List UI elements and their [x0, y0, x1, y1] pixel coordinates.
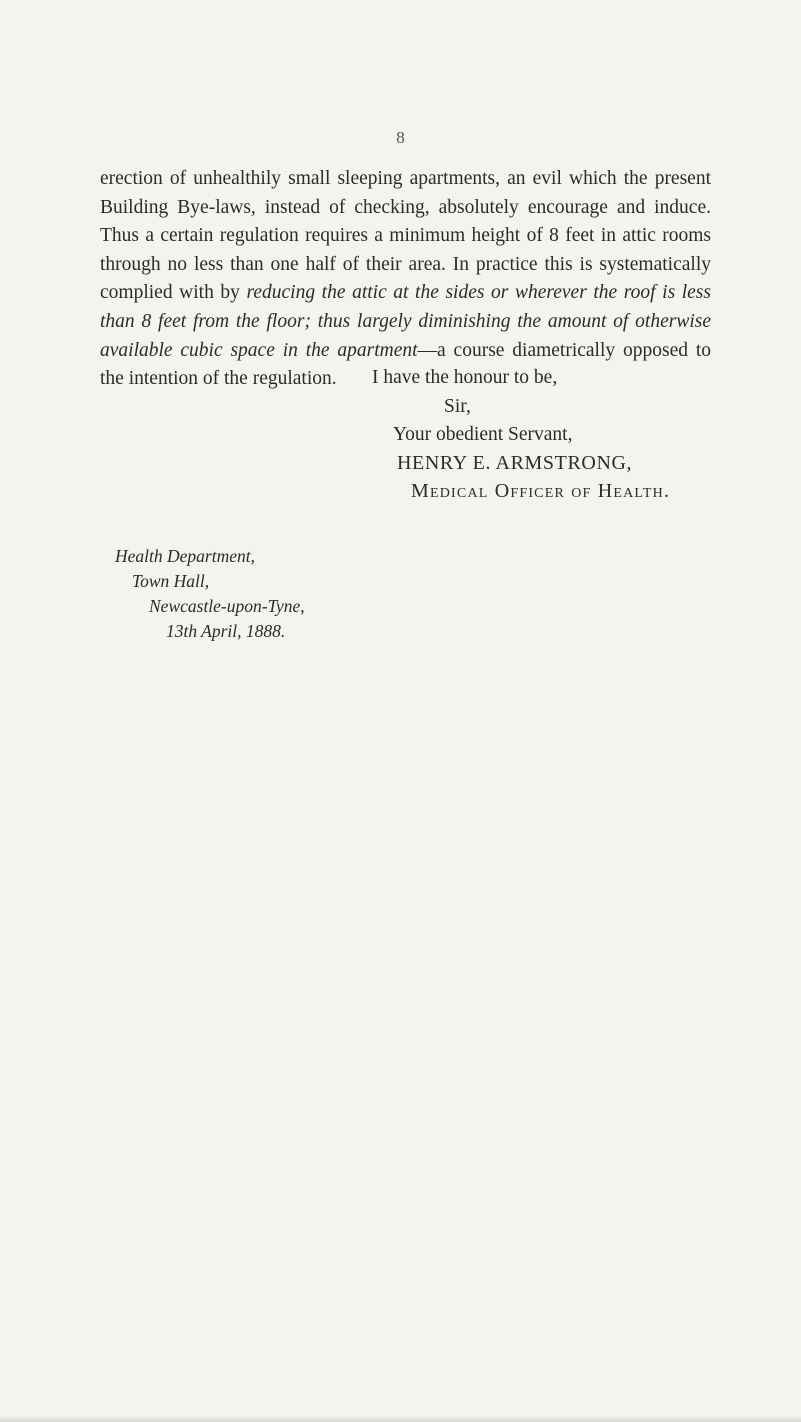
- address-line-1: Health Department,: [115, 546, 255, 566]
- paragraph-text-3: —a course diametrically opposed to the intention of the regulation.: [100, 339, 711, 390]
- address-line-4: 13th April, 1888.: [166, 621, 286, 641]
- body-paragraph: [100, 165, 711, 394]
- closing-line-3: Your obedient Servant,: [393, 424, 573, 445]
- page-bottom-edge: [0, 1416, 801, 1422]
- closing-line-2: Sir,: [444, 396, 471, 417]
- paragraph-text-1: erection of unhealthily small sleeping apartments, an evil which the present Building Bye-laws, instead of checking, absolutely encourage and induce. Thus a certain regulation requires a minimum height of 8 feet in attic rooms through no less than one half of their area. In practice this is systematically complied with by: [100, 168, 711, 304]
- page-number: 8: [396, 128, 405, 147]
- paragraph-text-italic: reducing the attic at the sides or wherever the roof is less than 8 feet from the floor; thus largely diminishing the amount of otherwise available cubic space in the apartment: [100, 282, 711, 361]
- signature-name: HENRY E. ARMSTRONG,: [397, 452, 633, 474]
- closing-line-1: I have the honour to be,: [372, 367, 558, 388]
- signature-title: Medical Officer of Health.: [411, 480, 671, 502]
- address-line-2: Town Hall,: [132, 571, 210, 591]
- address-line-3: Newcastle-upon-Tyne,: [149, 596, 305, 616]
